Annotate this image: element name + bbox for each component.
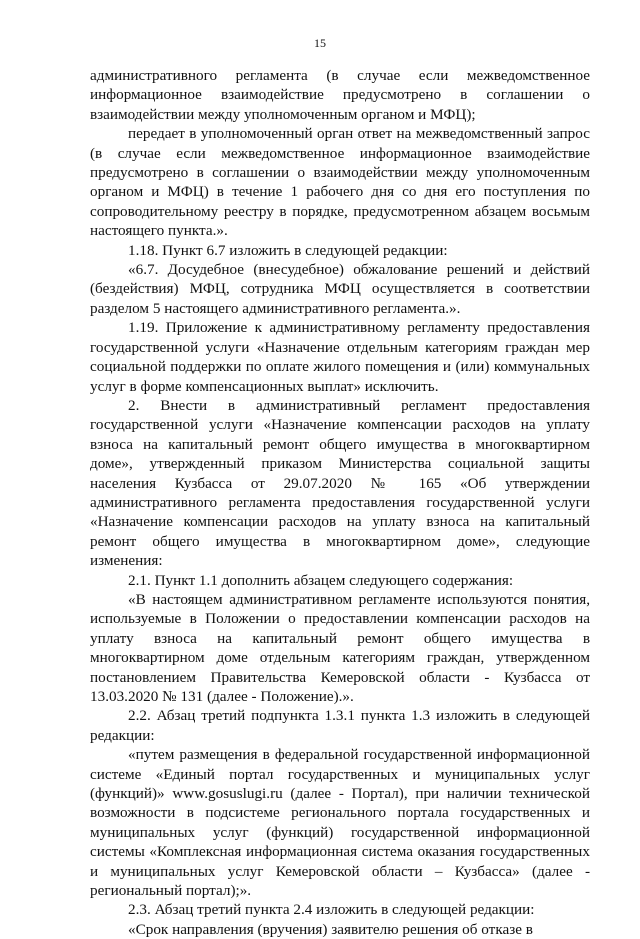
paragraph-1: административного регламента (в случае если межведомственное информационное взаимодействие предусмотрено в соглашении о взаимодействии между уполномоченным органом и МФЦ); xyxy=(90,67,590,123)
paragraph-4: «6.7. Досудебное (внесудебное) обжалование решений и действий (бездействия) МФЦ, сотрудника МФЦ осуществляется в соответствии разделом 5 настоящего административного регламента.». xyxy=(90,261,590,317)
paragraph-2: передает в уполномоченный орган ответ на межведомственный запрос (в случае если межведомственное информационное взаимодействие предусмотрено в соглашении о взаимодействии между уполномоченным органом и МФЦ) в течение 1 рабочего дня со дня его поступления по сопроводительному реестру в порядке, предусмотренном абзацем восьмым настоящего пункта.». xyxy=(90,125,590,240)
paragraph-3: 1.18. Пункт 6.7 изложить в следующей редакции: xyxy=(128,241,448,259)
page-number: 15 xyxy=(314,36,326,50)
paragraph-8: «В настоящем административном регламенте используются понятия, используемые в Положении о предоставлении компенсации расходов на уплату взноса на капитальный ремонт общего имущества в многоквартирном доме отдельным категориям граждан, утвержденном постановлением Правительства Кемеровской области - Кузбасса от 13.03.2020 № 131 (далее - Положение).». xyxy=(90,590,590,705)
paragraph-6: 2. Внести в административный регламент предоставления государственной услуги «Назначение компенсации расходов на уплату взноса на капитальный ремонт общего имущества в многоквартирном доме», утвержденный приказом Министерства социальной защиты населения Кузбасса от 29.07.2020 № 165 «Об утверждении административного регламента предоставления государственной услуги «Назначение компенсации расходов на уплату взноса на капитальный ремонт общего имущества в многоквартирном доме», следующие изменения: xyxy=(90,396,590,570)
paragraph-10: «путем размещения в федеральной государственной информационной системе «Единый портал государственных и муниципальных услуг (функций)» www.gosuslugi.ru (далее - Портал), при наличии технической возможности в подсистеме регионального портала государственных и муниципальных услуг (функций) государственной информационной системы «Комплексная информационная система оказания государственных и муниципальных услуг Кемеровской области – Кузбасса» (далее - региональный портал);». xyxy=(90,746,590,900)
paragraph-11: 2.3. Абзац третий пункта 2.4 изложить в следующей редакции: xyxy=(128,901,535,919)
paragraph-7: 2.1. Пункт 1.1 дополнить абзацем следующего содержания: xyxy=(128,571,514,589)
paragraph-5: 1.19. Приложение к административному регламенту предоставления государственной услуги «Назначение отдельным категориям граждан мер социальной поддержки по оплате жилого помещения и (или) коммунальных услуг в форме компенсационных выплат» исключить. xyxy=(90,319,590,395)
paragraph-9: 2.2. Абзац третий подпункта 1.3.1 пункта 1.3 изложить в следующей редакции: xyxy=(90,707,590,744)
document-body xyxy=(90,66,590,939)
paragraph-12: «Срок направления (вручения) заявителю решения об отказе в xyxy=(128,920,533,938)
